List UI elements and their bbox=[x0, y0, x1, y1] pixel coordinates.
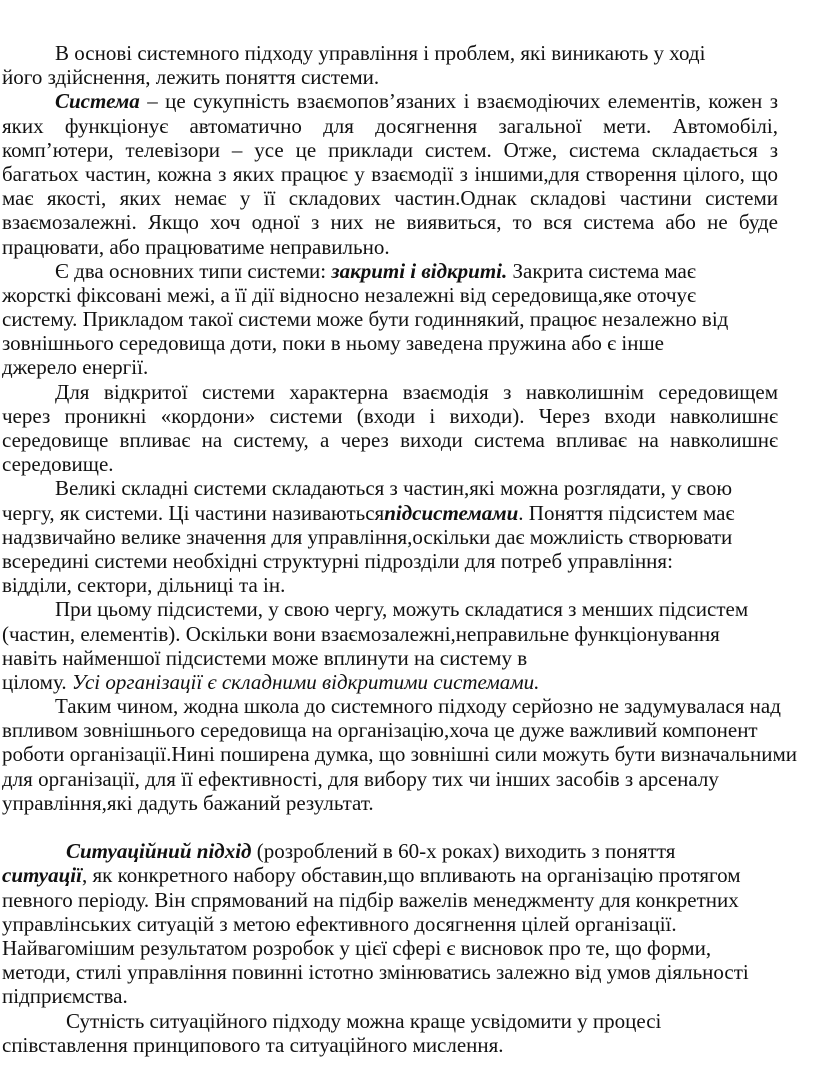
text-line bbox=[2, 501, 778, 525]
text-line bbox=[2, 984, 778, 1008]
text-line bbox=[2, 355, 778, 379]
text-line bbox=[2, 331, 778, 355]
text-line bbox=[2, 65, 778, 89]
text-line bbox=[2, 89, 778, 113]
text-line bbox=[2, 839, 778, 863]
text-line bbox=[2, 307, 778, 331]
text-span: певного періоду. Він спрямований на підбір важелів менеджменту для конкретних bbox=[2, 887, 739, 912]
text-line bbox=[2, 210, 778, 234]
text-span: Є два основних типи системи: bbox=[55, 258, 332, 283]
text-line bbox=[2, 476, 778, 500]
text-span: жорсткі фіксовані межі, а її дії відносно незалежні від середовища,яке оточує bbox=[2, 282, 697, 307]
text-span: . Поняття підсистем має bbox=[518, 500, 735, 525]
text-span: надзвичайно велике значення для управління,оскільки дає можлиість створювати bbox=[2, 524, 733, 549]
text-line bbox=[2, 186, 778, 210]
text-span: чергу, як системи. Ці частини називаються bbox=[2, 500, 385, 525]
text-line bbox=[2, 863, 778, 887]
text-line bbox=[2, 404, 778, 428]
text-line bbox=[2, 622, 778, 646]
text-span: взаємозалежні. Якщо хоч одної з них не виявиться, то вся система або не буде bbox=[2, 210, 778, 235]
text-span: комп’ютери, телевізори – усе це приклади систем. Отже, система складається з bbox=[2, 137, 778, 162]
text-span: працювати, або працюватиме неправильно. bbox=[2, 234, 390, 259]
text-line bbox=[2, 670, 778, 694]
text-span: Великі складні системи складаються з частин,які можна розглядати, у свою bbox=[55, 476, 733, 501]
emphasized-term: підсистемами bbox=[384, 500, 519, 525]
text-line bbox=[2, 573, 778, 597]
text-line bbox=[2, 767, 778, 791]
document-body bbox=[2, 41, 797, 1057]
text-span: Таким чином, жодна школа до системного підходу серйозно не задумувалася над bbox=[55, 694, 781, 719]
text-line bbox=[2, 936, 778, 960]
text-span: (розроблений в 60-х роках) виходить з поняття bbox=[251, 839, 676, 864]
blank-line bbox=[2, 815, 778, 839]
text-span: , як конкретного набору обставин,що впливають на організацію протягом bbox=[81, 863, 741, 888]
text-line bbox=[2, 259, 778, 283]
text-span: навіть найменшої підсистеми може вплинути на систему в bbox=[2, 645, 528, 670]
text-span: підприємства. bbox=[2, 984, 128, 1009]
text-span: відділи, сектори, дільниці та ін. bbox=[2, 573, 286, 598]
text-span: джерело енергії. bbox=[2, 355, 149, 380]
text-span: яких функціонує автоматично для досягнення загальної мети. Автомобілі, bbox=[2, 113, 778, 138]
text-line bbox=[2, 283, 778, 307]
emphasized-term: ситуації bbox=[2, 863, 82, 888]
text-span: управління,які дадуть бажаний результат. bbox=[2, 790, 374, 815]
text-line bbox=[2, 1009, 778, 1033]
text-line bbox=[2, 41, 778, 65]
text-span: систему. Прикладом такої системи може бути годиннякий, працює незалежно від bbox=[2, 307, 729, 332]
text-span: (частин, елементів). Оскільки вони взаємозалежні,неправильне функціонування bbox=[2, 621, 720, 646]
text-span: має якості, яких немає у її складових частин.Однак складові частини системи bbox=[2, 186, 778, 211]
text-span: для організації, для її ефективності, для вибору тих чи інших засобів з арсеналу bbox=[2, 766, 719, 791]
text-line bbox=[2, 791, 778, 815]
text-span: управлінських ситуацій з метою ефективного досягнення цілей організації. bbox=[2, 911, 677, 936]
emphasized-term: Ситуаційний підхід bbox=[66, 839, 252, 864]
text-line bbox=[2, 888, 778, 912]
text-span: методи, стилі управління повинні істотно змінюватись залежно від умов діяльності bbox=[2, 960, 749, 985]
text-line bbox=[2, 235, 778, 259]
text-span: Закрита система має bbox=[507, 258, 696, 283]
text-line bbox=[2, 380, 778, 404]
text-span: його здійснення, лежить поняття системи. bbox=[2, 65, 380, 90]
text-line bbox=[2, 162, 778, 186]
text-span: середовище. bbox=[2, 452, 114, 477]
text-line bbox=[2, 646, 778, 670]
text-span: В основі системного підходу управління і проблем, які виникають у ході bbox=[55, 41, 706, 65]
text-span: роботи організації.Нині поширена думка, що зовнішні сили можуть бути визначальними bbox=[2, 742, 797, 767]
text-span: – це сукупність взаємопов’язаних і взаємодіючих елементів, кожен з bbox=[147, 89, 778, 114]
text-span: При цьому підсистеми, у свою чергу, можуть складатися з менших підсистем bbox=[55, 597, 749, 622]
text-span: багатьох частин, кожна з яких працює у взаємодії з іншими,для створення цілого, що bbox=[2, 161, 778, 186]
text-line bbox=[2, 428, 778, 452]
italic-text: Усі організації є складними відкритими системами. bbox=[71, 669, 540, 694]
text-span: Найвагомішим результатом розробок у цієї сфері є висновок про те, що форми, bbox=[2, 935, 712, 960]
text-line bbox=[2, 742, 797, 767]
emphasized-term: закриті і відкриті. bbox=[331, 258, 508, 283]
text-line bbox=[2, 525, 778, 549]
text-span: через проникні «кордони» системи (входи і виходи). Через входи навколишнє bbox=[2, 403, 778, 428]
text-line bbox=[2, 114, 778, 138]
text-span: середовище впливає на систему, а через виходи система впливає на навколишнє bbox=[2, 428, 778, 452]
text-span: зовнішнього середовища доти, поки в ньому заведена пружина або є інше bbox=[2, 331, 664, 356]
text-span: співставлення принципового та ситуаційного мислення. bbox=[2, 1032, 504, 1057]
text-span: Для відкритої системи характерна взаємодія з навколишнім середовищем bbox=[55, 379, 778, 404]
text-span: всередині системи необхідні структурні підрозділи для потреб управління: bbox=[2, 548, 673, 573]
text-line bbox=[2, 912, 778, 936]
text-line bbox=[2, 138, 778, 162]
text-line bbox=[2, 960, 778, 984]
text-line bbox=[2, 1033, 778, 1057]
text-span: цілому. bbox=[2, 669, 72, 694]
emphasized-term: Система bbox=[55, 89, 140, 114]
text-span: впливом зовнішнього середовища на організацію,хоча це дуже важливий компонент bbox=[2, 718, 758, 743]
text-line bbox=[2, 549, 778, 573]
text-line bbox=[2, 597, 778, 621]
text-span: Сутність ситуаційного підходу можна краще усвідомити у процесі bbox=[66, 1008, 662, 1033]
text-line bbox=[2, 718, 778, 742]
text-line bbox=[2, 452, 778, 476]
text-line bbox=[2, 694, 781, 719]
